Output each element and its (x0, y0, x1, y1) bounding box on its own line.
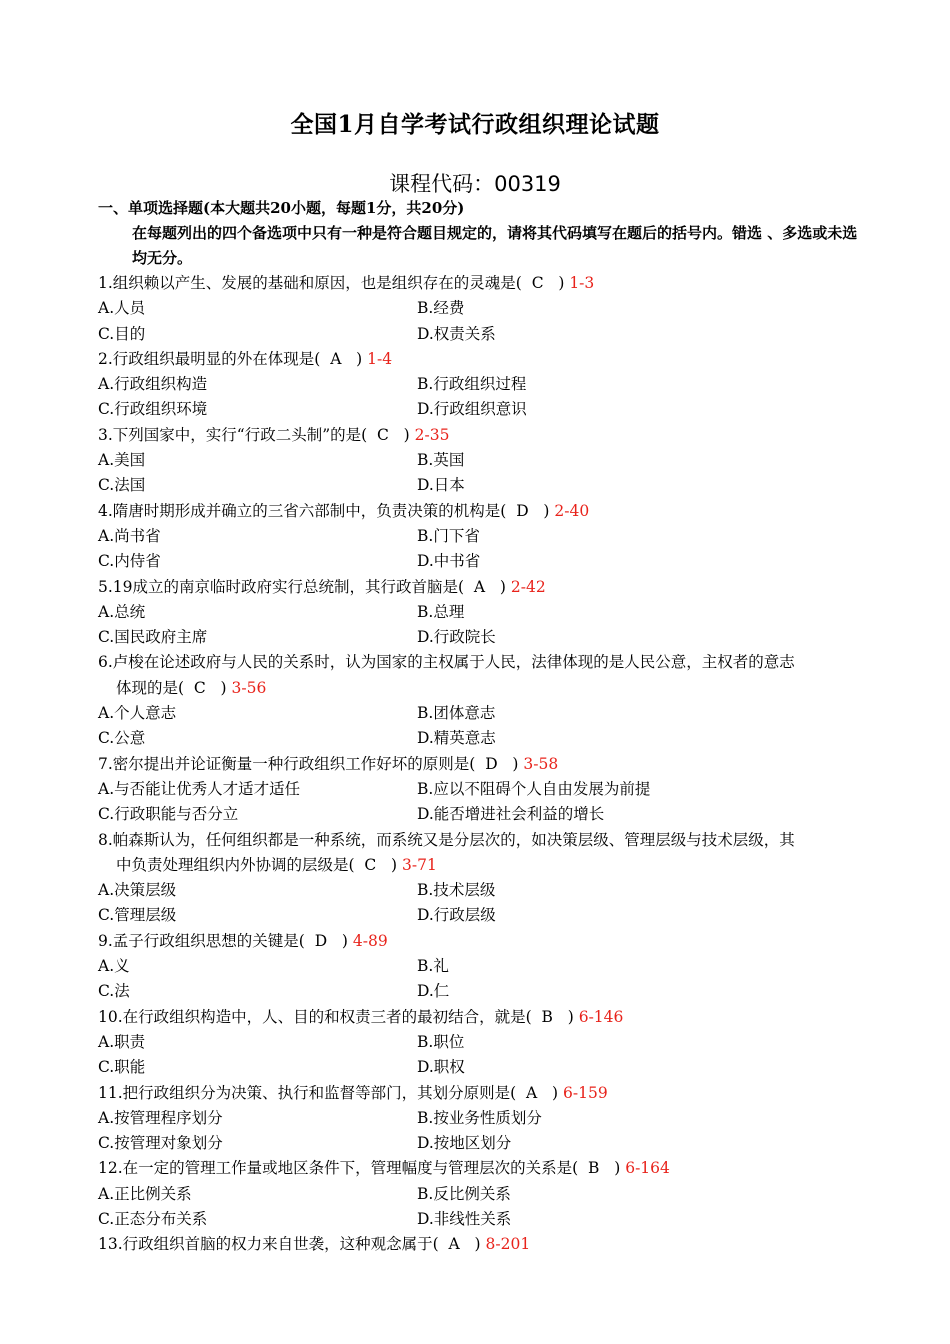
answer-option: C.法国 (98, 476, 146, 495)
page-reference: 8-201 (480, 1235, 531, 1254)
answer-option: A.行政组织构造 (98, 375, 208, 394)
answer-bracket: C ) (367, 425, 410, 444)
option-row (98, 802, 858, 827)
option-row (98, 372, 858, 397)
option-row (98, 322, 858, 347)
answer-bracket: A ) (320, 349, 363, 368)
answer-option: C.目的 (98, 324, 146, 343)
question-9 (98, 929, 858, 1005)
answer-option: C.行政组织环境 (98, 400, 208, 419)
option-row (98, 1131, 858, 1156)
question-text: 7.密尔提出并论证衡量一种行政组织工作好坏的原则是( (98, 754, 476, 773)
option-row (98, 473, 858, 498)
page-reference: 6-159 (558, 1083, 608, 1102)
answer-option: C.法 (98, 982, 130, 1001)
answer-bracket: A ) (464, 577, 506, 596)
question-stem (98, 929, 858, 954)
option-row (98, 954, 858, 979)
page-reference: 2-40 (549, 501, 590, 520)
answer-option: B.经费 (417, 299, 465, 318)
answer-option: D.中书省 (417, 552, 481, 571)
question-text: 5.19成立的南京临时政府实行总统制，其行政首脑是( (98, 577, 465, 596)
question-stem (98, 1232, 858, 1257)
question-list (98, 271, 858, 1258)
option-row (98, 625, 858, 650)
question-stem (98, 1005, 858, 1030)
question-10 (98, 1005, 858, 1081)
question-stem (98, 347, 858, 372)
answer-option: A.尚书省 (98, 526, 161, 545)
answer-bracket: A ) (438, 1235, 481, 1254)
answer-option: B.行政组织过程 (417, 375, 527, 394)
answer-option: C.正态分布关系 (98, 1209, 208, 1228)
option-row (98, 1182, 858, 1207)
answer-option: B.团体意志 (417, 704, 496, 723)
answer-option: A.义 (98, 957, 130, 976)
question-5 (98, 575, 858, 651)
answer-option: D.行政院长 (417, 628, 496, 647)
question-7 (98, 752, 858, 828)
question-text: 10.在行政组织构造中，人、目的和权责三者的最初结合，就是( (98, 1007, 532, 1026)
question-stem (98, 575, 858, 600)
option-row (98, 296, 858, 321)
question-text: 3.下列国家中，实行“行政二头制”的是( (98, 425, 368, 444)
answer-option: A.决策层级 (98, 881, 177, 900)
answer-option: A.人员 (98, 299, 146, 318)
answer-option: C.按管理对象划分 (98, 1134, 223, 1153)
answer-option: A.与否能让优秀人才适才适任 (98, 779, 301, 798)
section-heading: 一、单项选择题(本大题共20小题，每题1分，共20分) (98, 199, 465, 217)
option-row (98, 1207, 858, 1232)
answer-option: B.总理 (417, 602, 465, 621)
page-reference: 6-164 (620, 1159, 670, 1178)
question-text: 12.在一定的管理工作量或地区条件下，管理幅度与管理层次的关系是( (98, 1159, 579, 1178)
option-row (98, 979, 858, 1004)
question-3 (98, 423, 858, 499)
question-stem (98, 1081, 858, 1106)
question-stem (98, 1156, 858, 1181)
answer-option: B.技术层级 (417, 881, 496, 900)
answer-bracket: B ) (531, 1007, 574, 1026)
answer-option: C.管理层级 (98, 906, 177, 925)
page-reference: 2-42 (505, 577, 546, 596)
answer-option: D.能否增进社会利益的增长 (417, 805, 605, 824)
page-reference: 3-58 (518, 754, 559, 773)
answer-option: C.行政职能与否分立 (98, 805, 239, 824)
page-reference: 1-3 (564, 274, 595, 292)
option-row (98, 600, 858, 625)
answer-option: D.按地区划分 (417, 1134, 512, 1153)
question-text-continued: 体现的是( C ) 3-56 (116, 678, 267, 697)
question-2 (98, 347, 858, 423)
answer-bracket: D ) (304, 931, 348, 950)
answer-bracket: B ) (578, 1159, 621, 1178)
option-row (98, 1106, 858, 1131)
answer-option: B.反比例关系 (417, 1184, 511, 1203)
question-12 (98, 1156, 858, 1232)
question-text: 1.组织赖以产生、发展的基础和原因，也是组织存在的灵魂是( (98, 274, 522, 292)
option-row (98, 701, 858, 726)
answer-option: B.门下省 (417, 526, 480, 545)
option-row (98, 777, 858, 802)
answer-option: C.职能 (98, 1058, 146, 1077)
answer-option: B.英国 (417, 451, 465, 470)
question-text: 6.卢梭在论述政府与人民的关系时，认为国家的主权属于人民，法律体现的是人民公意，主权者的意志 (98, 653, 795, 672)
question-11 (98, 1081, 858, 1157)
answer-option: C.公意 (98, 729, 146, 748)
answer-option: B.应以不阻碍个人自由发展为前提 (417, 779, 651, 798)
answer-option: D.行政层级 (417, 906, 496, 925)
question-stem (98, 752, 858, 777)
question-8 (98, 828, 858, 929)
answer-option: D.行政组织意识 (417, 400, 527, 419)
answer-option: D.仁 (417, 982, 450, 1001)
question-text: 11.把行政组织分为决策、执行和监督等部门，其划分原则是( (98, 1083, 517, 1102)
question-stem (98, 650, 858, 701)
answer-option: C.内侍省 (98, 552, 161, 571)
question-stem (98, 271, 858, 296)
answer-bracket: D ) (506, 501, 550, 520)
answer-option: D.日本 (417, 476, 465, 495)
answer-option: C.国民政府主席 (98, 628, 208, 647)
answer-option: A.总统 (98, 602, 146, 621)
page-reference: 2-35 (409, 425, 450, 444)
exam-title: 全国1月自学考试行政组织理论试题 (290, 111, 660, 138)
answer-option: A.按管理程序划分 (98, 1108, 223, 1127)
question-stem (98, 423, 858, 448)
option-row (98, 878, 858, 903)
question-1 (98, 271, 858, 347)
option-row (98, 726, 858, 751)
answer-option: B.礼 (417, 957, 449, 976)
question-4 (98, 499, 858, 575)
section-instructions: 在每题列出的四个备选项中只有一种是符合题目规定的，请将其代码填写在题后的括号内。错选 、多选或未选均无分。 (132, 224, 858, 267)
answer-bracket: A ) (516, 1083, 559, 1102)
answer-bracket: C ) (354, 855, 398, 874)
option-row (98, 524, 858, 549)
answer-option: B.职位 (417, 1032, 465, 1051)
option-row (98, 448, 858, 473)
answer-option: D.精英意志 (417, 729, 496, 748)
question-stem (98, 499, 858, 524)
question-text: 13.行政组织首脑的权力来自世袭，这种观念属于( (98, 1235, 439, 1254)
option-row (98, 903, 858, 928)
answer-option: A.正比例关系 (98, 1184, 192, 1203)
question-text: 8.帕森斯认为，任何组织都是一种系统，而系统又是分层次的，如决策层级、管理层级与技术层级，其 (98, 830, 795, 849)
answer-option: A.个人意志 (98, 704, 177, 723)
question-text: 9.孟子行政组织思想的关键是( (98, 931, 305, 950)
answer-bracket: C ) (521, 274, 565, 292)
answer-bracket: D ) (475, 754, 519, 773)
option-row (98, 549, 858, 574)
option-row (98, 397, 858, 422)
course-code: 课程代码：00319 (389, 172, 561, 196)
question-13 (98, 1232, 858, 1257)
question-text: 4.隋唐时期形成并确立的三省六部制中，负责决策的机构是( (98, 501, 507, 520)
answer-option: D.非线性关系 (417, 1209, 512, 1228)
question-6 (98, 650, 858, 751)
answer-option: A.职责 (98, 1032, 146, 1051)
page-reference: 4-89 (347, 931, 388, 950)
page-reference: 3-71 (397, 855, 437, 874)
option-row (98, 1055, 858, 1080)
page-reference: 3-56 (226, 678, 267, 697)
page-reference: 1-4 (362, 349, 393, 368)
page-reference: 6-146 (573, 1007, 624, 1026)
answer-option: D.职权 (417, 1058, 465, 1077)
answer-option: B.按业务性质划分 (417, 1108, 542, 1127)
answer-option: D.权责关系 (417, 324, 496, 343)
answer-bracket: C ) (184, 678, 227, 697)
answer-option: A.美国 (98, 451, 146, 470)
question-text: 2.行政组织最明显的外在体现是( (98, 349, 321, 368)
option-row (98, 1030, 858, 1055)
question-text-continued: 中负责处理组织内外协调的层级是( C ) 3-71 (116, 855, 437, 874)
question-stem (98, 828, 858, 879)
